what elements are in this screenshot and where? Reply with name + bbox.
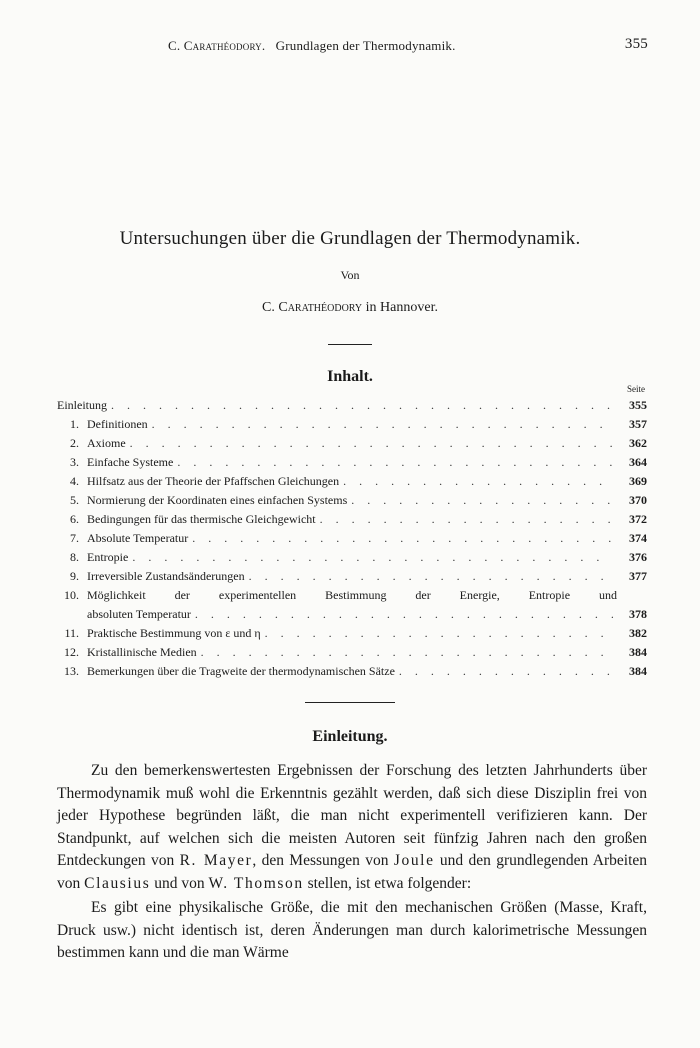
toc-entry xyxy=(57,605,647,624)
article-title: Untersuchungen über die Grundlagen der Thermodynamik. xyxy=(119,228,581,249)
toc-entry-page: 376 xyxy=(629,550,647,564)
paragraph-text: und den grundlegenden Arbeiten von xyxy=(57,852,648,892)
toc-entry-number: 6. xyxy=(70,512,79,526)
toc-entry xyxy=(57,567,647,586)
toc-entry xyxy=(57,643,647,662)
paragraph: Es gibt eine physikalische Größe, die mit den mechanischen Größen (Masse, Kraft, Druck usw.) nicht identisch ist, deren Änderungen man durch kalorimetrische Messungen bestimmen kann und die man Wärme xyxy=(57,899,647,961)
toc-leader-dots xyxy=(320,510,613,529)
toc-entry-number: 1. xyxy=(70,417,79,431)
person-name: Clausius xyxy=(84,874,151,892)
toc-entry-page: 378 xyxy=(629,607,647,621)
toc-entry-number: 13. xyxy=(64,664,79,678)
toc-entry-label: Kristallinische Medien xyxy=(87,645,197,659)
toc-entry-label: absoluten Temperatur xyxy=(87,607,191,621)
toc-entry-page: 382 xyxy=(629,626,647,640)
section-divider-rule xyxy=(305,702,395,703)
toc-entry xyxy=(57,586,647,605)
toc-entry-page: 355 xyxy=(629,398,647,412)
person-name: W. Thomson xyxy=(208,874,304,892)
divider-rule xyxy=(328,344,372,345)
toc-entry xyxy=(57,415,647,434)
toc-entry-label: Normierung der Koordinaten eines einfachen Systems xyxy=(87,493,348,507)
toc-entry xyxy=(57,510,647,529)
toc-entry-number: 9. xyxy=(70,569,79,583)
toc-leader-dots xyxy=(265,624,613,643)
toc-seite-label: Seite xyxy=(627,384,645,394)
toc-entry-label: Hilfsatz aus der Theorie der Pfaffschen Gleichungen xyxy=(87,474,340,488)
table-of-contents xyxy=(57,396,647,681)
toc-leader-dots xyxy=(111,396,613,415)
toc-entry-label: Irreversible Zustandsänderungen xyxy=(87,569,245,583)
toc-leader-dots xyxy=(130,434,613,453)
toc-entry-label: Bemerkungen über die Tragweite der thermodynamischen Sätze xyxy=(87,664,395,678)
toc-entry-label: Praktische Bestimmung von ε und η xyxy=(87,626,261,640)
toc-leader-dots xyxy=(343,472,613,491)
toc-entry-page: 372 xyxy=(629,512,647,526)
toc-leader-dots xyxy=(192,529,613,548)
toc-leader-dots xyxy=(351,491,613,510)
running-head-title: Grundlagen der Thermodynamik. xyxy=(275,38,456,53)
toc-entry-label: Definitionen xyxy=(87,417,148,431)
toc-entry xyxy=(57,548,647,567)
body-text xyxy=(57,760,647,965)
toc-entry-number: 8. xyxy=(70,550,79,564)
section-heading: Einleitung. xyxy=(312,728,388,745)
toc-entry-number: 11. xyxy=(64,626,79,640)
article-von: Von xyxy=(340,268,360,282)
article-byline xyxy=(0,300,700,316)
toc-entry xyxy=(57,396,647,415)
toc-entry xyxy=(57,434,647,453)
toc-entry-label: Bedingungen für das thermische Gleichgewicht xyxy=(87,512,316,526)
toc-entry-page: 384 xyxy=(629,664,647,678)
toc-entry-label: Einleitung xyxy=(57,398,107,412)
person-name: R. Mayer xyxy=(179,852,253,869)
toc-leader-dots xyxy=(152,415,613,434)
toc-leader-dots xyxy=(399,662,613,681)
toc-leader-dots xyxy=(177,453,613,472)
toc-entry-number: 5. xyxy=(70,493,79,507)
toc-entry-page: 357 xyxy=(629,417,647,431)
toc-entry-page: 374 xyxy=(629,531,647,545)
toc-entry-number: 12. xyxy=(64,645,79,659)
toc-entry-label: Entropie xyxy=(87,550,129,564)
toc-entry xyxy=(57,472,647,491)
toc-leader-dots xyxy=(195,605,613,624)
paragraph-text: stellen, ist etwa folgender: xyxy=(303,874,472,892)
person-name: Joule xyxy=(393,852,435,869)
paragraph-text: , den Messungen von xyxy=(252,852,394,869)
toc-entry xyxy=(57,529,647,548)
toc-entry-number: 4. xyxy=(70,474,79,488)
toc-entry xyxy=(57,662,647,681)
running-head xyxy=(168,38,648,54)
toc-entry-page: 384 xyxy=(629,645,647,659)
toc-leader-dots xyxy=(132,548,613,567)
toc-leader-dots xyxy=(201,643,613,662)
toc-entry-number: 7. xyxy=(70,531,79,545)
article-author: C. Carathéodory xyxy=(262,300,363,315)
toc-entry-number: 10. xyxy=(64,588,79,602)
toc-entry-page: 377 xyxy=(629,569,647,583)
toc-entry-label: Absolute Temperatur xyxy=(87,531,189,545)
toc-entry-label: Einfache Systeme xyxy=(87,455,174,469)
page-number: 355 xyxy=(624,36,648,52)
running-head-author: C. Carathéodory. xyxy=(168,38,266,53)
toc-entry-number: 3. xyxy=(70,455,79,469)
toc-entry xyxy=(57,624,647,643)
toc-entry-number: 2. xyxy=(70,436,79,450)
toc-entry xyxy=(57,453,647,472)
toc-entry-page: 369 xyxy=(629,474,647,488)
toc-entry-page: 362 xyxy=(629,436,647,450)
toc-entry-page: 364 xyxy=(629,455,647,469)
toc-entry-page: 370 xyxy=(629,493,647,507)
toc-entry-label: Axiome xyxy=(87,436,126,450)
paragraph-text: und von xyxy=(150,874,209,892)
paragraph-text: Zu den bemerkenswertesten Ergebnissen der Forschung des letzten Jahrhunderts über Thermodynamik muß wohl die Erkenntnis gezählt werden, daß sich diese Disziplin frei von jeder Hypothese begründen läßt, die man nicht experimentell verifizieren kann. Der Standpunkt, auf welchen sich die meisten Autoren seit fünfzig Jahren nach den großen Entdeckungen von xyxy=(57,762,647,869)
toc-heading: Inhalt. xyxy=(327,368,373,385)
article-location: in Hannover. xyxy=(362,300,438,315)
toc-entry xyxy=(57,491,647,510)
toc-leader-dots xyxy=(249,567,613,586)
toc-entry-label: Möglichkeit der experimentellen Bestimmung der Energie, Entropie und xyxy=(87,588,617,602)
paragraph xyxy=(57,760,647,895)
